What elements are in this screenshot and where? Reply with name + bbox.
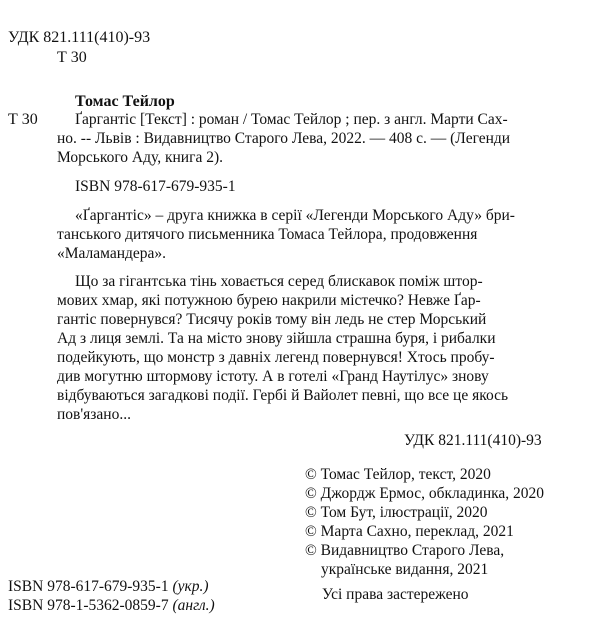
isbn-ukr — [8, 577, 209, 597]
summary-line: Ад з лиця землі. Та на місто знову зійшла страшна буря, і рибалки — [57, 330, 496, 347]
copyright-line: © Марта Сахно, переклад, 2021 — [305, 523, 514, 540]
bbk-top: Т 30 — [57, 49, 87, 66]
summary-line: відбуваються загадкові події. Гербі й Вайолет певні, що все це якось — [57, 387, 509, 404]
isbn-main: ISBN 978-617-679-935-1 — [75, 178, 236, 195]
udk-top: УДК 821.111(410)-93 — [8, 29, 151, 46]
isbn-eng — [8, 596, 215, 616]
copyright-line: © Том Бут, ілюстрації, 2020 — [305, 504, 488, 521]
bib-line: но. -- Львів : Видавництво Старого Лева, 2022. — 408 с. — (Легенди — [57, 130, 511, 147]
copyright-line: українське видання, 2021 — [321, 561, 489, 578]
summary-line: гантіс повернувся? Тисячу років тому він ледь не стер Морський — [57, 311, 487, 328]
annotation-line: танського дитячого письменника Томаса Тейлора, продовження — [57, 226, 478, 243]
copyright-line: © Джордж Ермос, обкладинка, 2020 — [305, 485, 545, 502]
copyright-line: © Томас Тейлор, текст, 2020 — [305, 466, 491, 483]
isbn-number: ISBN 978-617-679-935-1 — [8, 578, 169, 595]
copyright-line: © Видавництво Старого Лева, — [305, 542, 505, 559]
author-name: Томас Тейлор — [75, 93, 175, 110]
summary-line: мових хмар, які потужною бурею накрили містечко? Невже Ґар- — [57, 292, 481, 309]
summary-line: див могутню штормову істоту. А в готелі «Гранд Наутілус» знову — [57, 368, 489, 385]
summary-line: Що за гігантська тінь ховається серед блискавок поміж штор- — [75, 273, 483, 290]
bib-line: Ґаргантіс [Текст] : роман / Томас Тейлор ; пер. з англ. Марти Сах- — [75, 111, 508, 128]
isbn-language: (укр.) — [172, 578, 209, 595]
author-index: Т 30 — [8, 111, 38, 128]
bib-line: Морського Аду, книга 2). — [57, 149, 223, 166]
annotation-line: «Ґаргантіс» – друга книжка в серії «Легенди Морського Аду» бри- — [75, 207, 515, 224]
udk-bottom: УДК 821.111(410)-93 — [404, 432, 542, 449]
summary-line: пов'язано... — [57, 406, 131, 423]
isbn-language: (англ.) — [172, 597, 215, 614]
rights-reserved: Усі права застережено — [322, 586, 469, 603]
summary-line: подейкують, що монстр з давніх легенд повернувся! Хтось пробу- — [57, 349, 495, 366]
annotation-line: «Маламандера». — [57, 245, 167, 262]
isbn-number: ISBN 978-1-5362-0859-7 — [8, 597, 169, 614]
